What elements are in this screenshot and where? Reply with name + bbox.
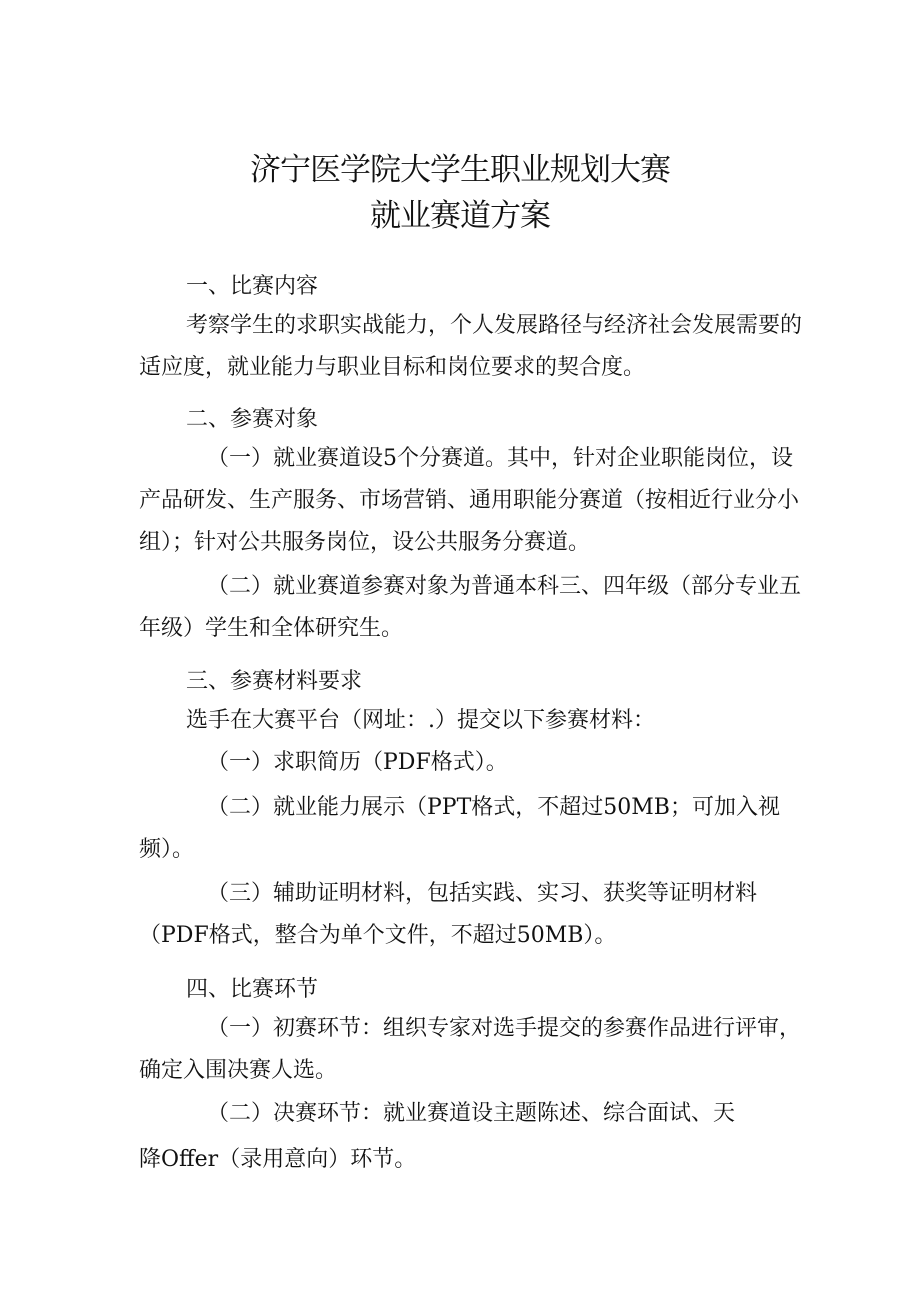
document-subtitle: 就业赛道方案 — [370, 198, 550, 234]
paragraph-preliminary: （一）初赛环节：组织专家对选手提交的参赛作品进行评审，确定入围决赛人选。 — [139, 1016, 802, 1083]
paragraph-presentation: （二）就业能力展示（PPT格式，不超过50MB；可加入视频）。 — [139, 795, 780, 862]
paragraph-tracks: （一）就业赛道设5个分赛道。其中，针对企业职能岗位，设产品研发、生产服务、市场营销、通用职能分赛道（按相近行业分小组）；针对公共服务岗位，设公共服务分赛道。 — [139, 446, 800, 555]
section-heading-materials: 三、参赛材料要求 — [186, 669, 363, 694]
paragraph-final-line1: （二）决赛环节：就业赛道设主题陈述、综合面试、天 — [207, 1101, 736, 1126]
paragraph-eligibility: （二）就业赛道参赛对象为普通本科三、四年级（部分专业五年级）学生和全体研究生。 — [139, 574, 802, 641]
paragraph-submit: 选手在大赛平台（网址：.）提交以下参赛材料： — [186, 708, 655, 733]
section-heading-content: 一、比赛内容 — [186, 274, 319, 299]
paragraph-resume: （一）求职简历（PDF格式）。 — [207, 750, 508, 775]
paragraph-final-line2: 降Offer（录用意向）环节。 — [139, 1147, 417, 1172]
paragraph-content: 考察学生的求职实战能力，个人发展路径与经济社会发展需要的适应度，就业能力与职业目标和岗位要求的契合度。 — [139, 313, 803, 380]
paragraph-supporting-materials: （三）辅助证明材料，包括实践、实习、获奖等证明材料（PDF格式，整合为单个文件，不超过50MB）。 — [139, 881, 758, 948]
document-title: 济宁医学院大学生职业规划大赛 — [250, 152, 670, 188]
section-heading-stages: 四、比赛环节 — [186, 977, 319, 1002]
section-heading-participants: 二、参赛对象 — [186, 407, 319, 432]
